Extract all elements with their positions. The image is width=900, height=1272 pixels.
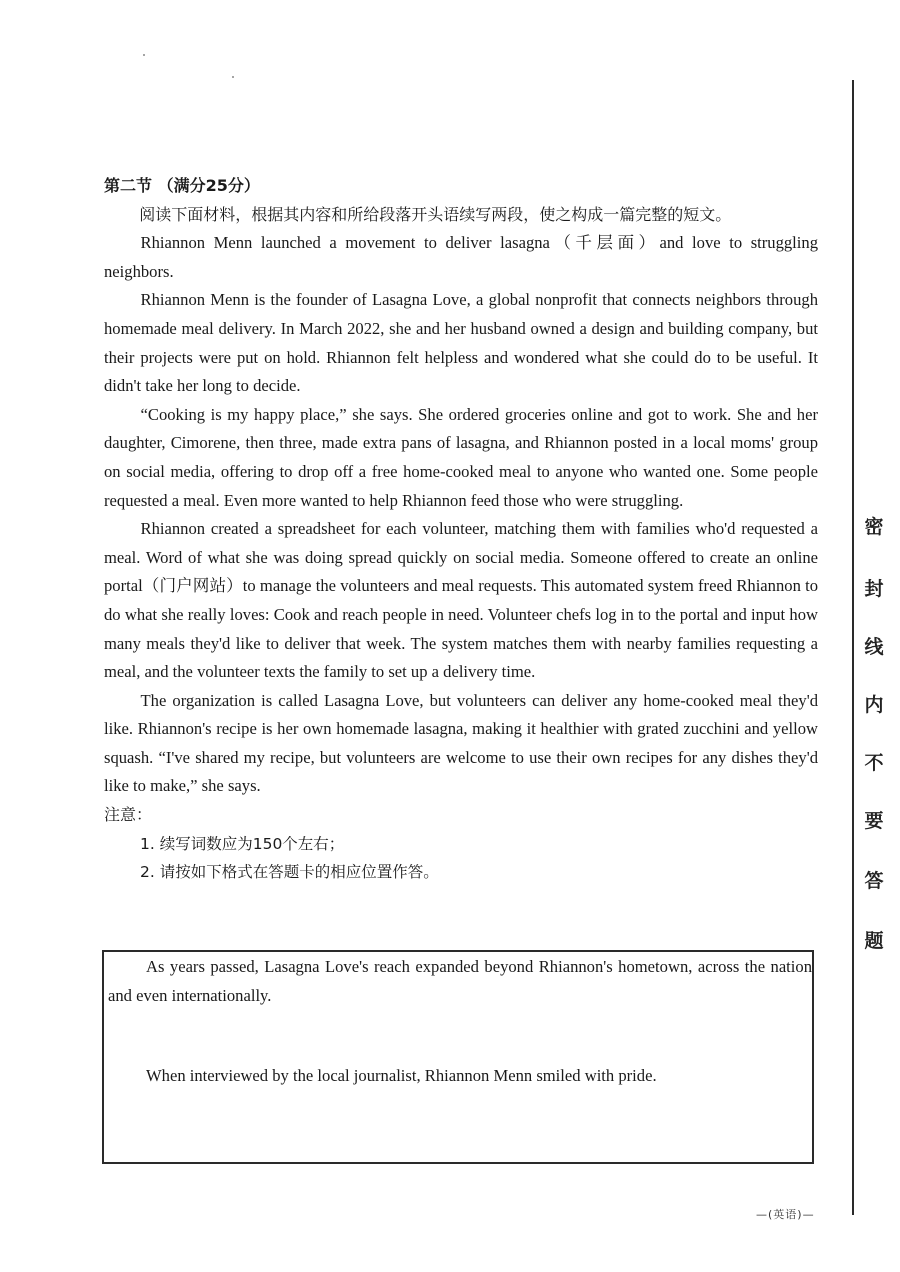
binding-line [852,80,854,1215]
scan-speck [232,76,234,78]
passage-paragraph: Rhiannon created a spreadsheet for each volunteer, matching them with families who'd requested a meal. Word of what she was doing spread quickly on social media. Someone offered to create an online portal（门户网站）to manage the volunteers and meal requests. This automated system freed Rhiannon to do what she really loves: Cook and reach people in need. Volunteer chefs log in to the portal and input how many meals they'd like to deliver that week. The system matches them with nearby families requesting a meal, and the volunteer texts the family to set up a delivery time. [104,519,818,682]
passage-paragraph: Rhiannon Menn launched a movement to deliver lasagna（千层面）and love to struggling neighbors. [104,233,818,281]
passage-paragraph: “Cooking is my happy place,” she says. She ordered groceries online and got to work. She and her daughter, Cimorene, then three, made extra pans of lasagna, and Rhiannon posted in a local moms' group on social media, offering to drop off a free home-cooked meal to anyone who wanted one. Some people requested a meal. Even more wanted to help Rhiannon feed those who were struggling. [104,404,818,510]
side-char: 封 [864,578,884,600]
notes-label: 注意： [104,805,153,825]
question-content [104,172,818,887]
note-item: 1. 续写词数应为150个左右； [140,834,345,853]
side-char: 不 [864,752,884,774]
passage-paragraph: The organization is called Lasagna Love, but volunteers can deliver any home-cooked meal they'd like. Rhiannon's recipe is her own homemade lasagna, making it healthier with grated zucchini and yellow squash. “I've shared my recipe, but volunteers are welcome to use their own recipes for any dishes they'd like to make,” she says. [104,690,818,796]
note-item: 2. 请按如下格式在答题卡的相应位置作答。 [140,863,439,882]
scan-speck [143,54,145,56]
page-footer: —(英语)— [756,1208,815,1221]
answer-format-box [102,950,814,1164]
instruction-text: 阅读下面材料，根据其内容和所给段落开头语续写两段，使之构成一篇完整的短文。 [139,204,732,224]
paragraph-2-opening: When interviewed by the local journalist, Rhiannon Menn smiled with pride. [146,1066,657,1085]
side-char: 内 [864,694,884,716]
section-heading: 第二节 （满分25分） [104,176,260,195]
side-char: 线 [864,636,884,658]
paragraph-1-opening: As years passed, Lasagna Love's reach expanded beyond Rhiannon's hometown, across the nation and even internationally. [108,957,812,1005]
side-char: 要 [864,810,884,832]
passage-paragraph: Rhiannon Menn is the founder of Lasagna Love, a global nonprofit that connects neighbors through homemade meal delivery. In March 2022, she and her husband owned a design and building company, but their projects were put on hold. Rhiannon felt helpless and wondered what she could do to be useful. It didn't take her long to decide. [104,290,818,396]
side-char: 密 [864,516,884,538]
side-char: 题 [864,930,884,952]
side-char: 答 [864,870,884,892]
